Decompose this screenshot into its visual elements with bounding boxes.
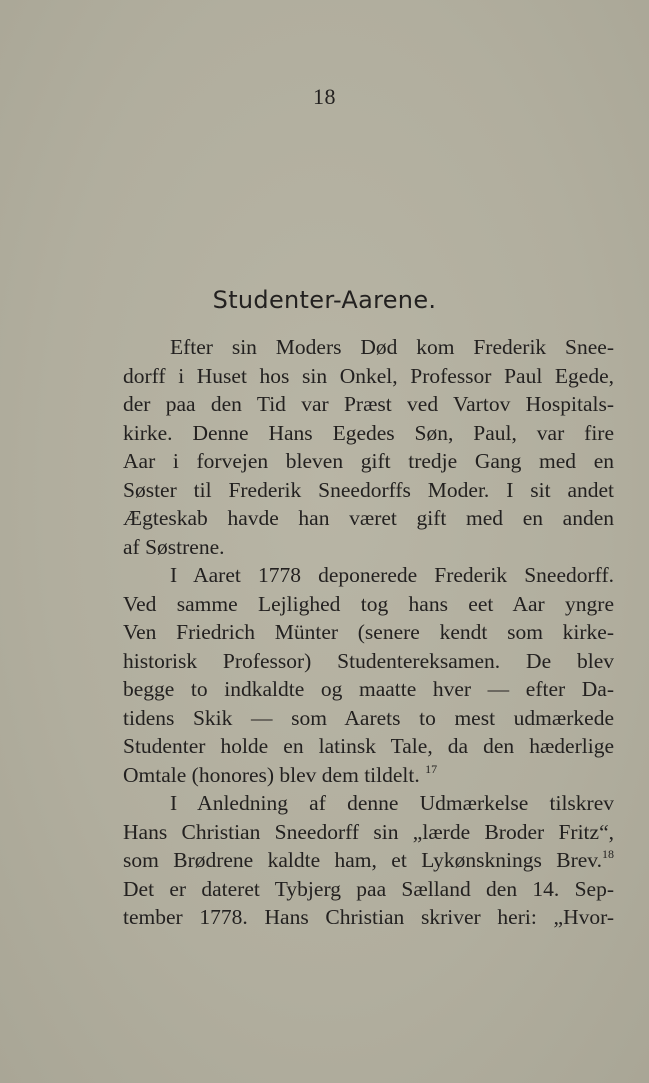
text-line: Ven Friedrich Münter (senere kendt som kirke- [123,620,614,644]
footnote-ref: 18 [602,847,614,861]
footnote-ref: 17 [425,761,438,776]
text-line: tember 1778. Hans Christian skriver heri: „Hvor- [123,905,614,929]
text-line: Ved samme Lejlighed tog hans eet Aar yngre [123,591,614,616]
text-line: der paa den Tid var Præst ved Vartov Hospitals- [123,392,614,416]
text-line: Aar i forvejen bleven gift tredje Gang med en [123,449,614,473]
text-line: Studenter holde en latinsk Tale, da den hæderlige [123,734,614,758]
text-line: I Aaret 1778 deponerede Frederik Sneedorff. [170,563,614,587]
page-number: 18 [313,84,336,109]
text-line: Efter sin Moders Død kom Frederik Snee- [170,335,614,359]
text-line: Det er dateret Tybjerg paa Sælland den 14. Sep- [123,876,614,901]
text-line: som Brødrene kaldte ham, et Lykønsknings Brev.$^{18}$ [123,847,614,872]
text-line: dorff i Huset hos sin Onkel, Professor Paul Egede, [123,363,614,388]
text-line: af Søstrene. [123,534,225,559]
chapter-heading: Studenter-Aarene. [212,286,437,314]
text-line: kirke. Denne Hans Egedes Søn, Paul, var fire [123,420,614,445]
body-text [123,333,614,932]
text-line: I Anledning af denne Udmærkelse tilskrev [170,791,614,815]
text-line: tidens Skik — som Aarets to mest udmærkede [123,705,614,730]
text-line: Hans Christian Sneedorff sin „lærde Broder Fritz“, [123,819,614,844]
text-line: Omtale (honores) blev dem tildelt. $^{17}$ [123,761,438,787]
text-line: Søster til Frederik Sneedorffs Moder. I sit andet [123,477,614,502]
text-line: Ægteskab havde han været gift med en anden [123,506,614,530]
text-line: historisk Professor) Studentereksamen. De blev [123,648,614,673]
text-line: begge to indkaldte og maatte hver — efter Da- [123,677,614,701]
